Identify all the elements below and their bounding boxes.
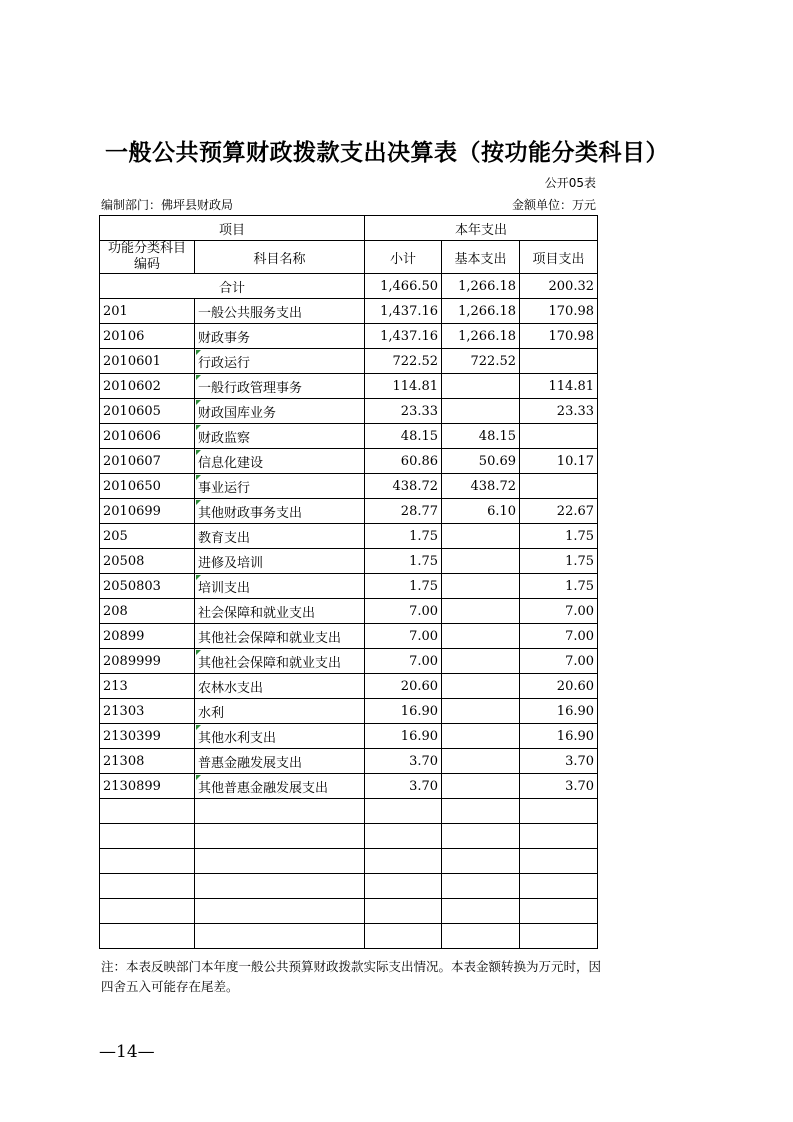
row-program: 10.17	[520, 449, 598, 474]
empty-cell	[195, 899, 365, 924]
row-subtotal: 3.70	[365, 774, 442, 799]
unit-label: 金额单位：万元	[511, 198, 596, 212]
row-subtotal: 1,437.16	[365, 324, 442, 349]
table-row	[100, 649, 598, 674]
row-program: 170.98	[520, 299, 598, 324]
empty-row	[100, 874, 598, 899]
row-basic	[442, 624, 520, 649]
total-program: 200.32	[520, 274, 598, 299]
empty-cell	[100, 824, 195, 849]
row-program	[520, 424, 598, 449]
table-row	[100, 424, 598, 449]
row-name: 财政监察	[195, 424, 365, 449]
empty-cell	[520, 824, 598, 849]
row-program: 16.90	[520, 724, 598, 749]
row-name: 一般行政管理事务	[195, 374, 365, 399]
empty-cell	[100, 874, 195, 899]
row-subtotal: 1,437.16	[365, 299, 442, 324]
row-basic	[442, 749, 520, 774]
empty-cell	[520, 874, 598, 899]
row-name: 行政运行	[195, 349, 365, 374]
row-code: 2130899	[100, 774, 195, 799]
empty-cell	[442, 874, 520, 899]
empty-cell	[195, 799, 365, 824]
row-program	[520, 474, 598, 499]
row-program	[520, 349, 598, 374]
row-subtotal: 438.72	[365, 474, 442, 499]
empty-cell	[195, 849, 365, 874]
row-name: 普惠金融发展支出	[195, 749, 365, 774]
row-subtotal: 16.90	[365, 724, 442, 749]
row-basic	[442, 599, 520, 624]
row-basic	[442, 674, 520, 699]
row-basic: 722.52	[442, 349, 520, 374]
row-subtotal: 3.70	[365, 749, 442, 774]
table-row	[100, 474, 598, 499]
total-label: 合计	[100, 274, 365, 299]
row-name: 其他社会保障和就业支出	[195, 649, 365, 674]
row-subtotal: 60.86	[365, 449, 442, 474]
row-basic	[442, 399, 520, 424]
row-basic	[442, 774, 520, 799]
empty-row	[100, 824, 598, 849]
row-basic	[442, 549, 520, 574]
total-row	[100, 274, 598, 299]
row-program: 170.98	[520, 324, 598, 349]
empty-cell	[365, 824, 442, 849]
empty-cell	[100, 899, 195, 924]
empty-cell	[100, 924, 195, 949]
table-row	[100, 324, 598, 349]
table-row	[100, 749, 598, 774]
row-subtotal: 7.00	[365, 624, 442, 649]
row-name: 一般公共服务支出	[195, 299, 365, 324]
row-code: 208	[100, 599, 195, 624]
header-basic: 基本支出	[442, 241, 520, 274]
row-code: 2010602	[100, 374, 195, 399]
table-row	[100, 399, 598, 424]
row-name: 其他财政事务支出	[195, 499, 365, 524]
row-code: 2050803	[100, 574, 195, 599]
row-code: 2010650	[100, 474, 195, 499]
empty-cell	[195, 824, 365, 849]
row-program: 7.00	[520, 624, 598, 649]
row-name: 财政国库业务	[195, 399, 365, 424]
row-program: 16.90	[520, 699, 598, 724]
row-name: 其他水利支出	[195, 724, 365, 749]
row-program: 20.60	[520, 674, 598, 699]
empty-cell	[520, 849, 598, 874]
row-subtotal: 20.60	[365, 674, 442, 699]
row-subtotal: 1.75	[365, 524, 442, 549]
empty-cell	[442, 924, 520, 949]
row-basic: 1,266.18	[442, 324, 520, 349]
row-subtotal: 722.52	[365, 349, 442, 374]
table-note: 注：本表反映部门本年度一般公共预算财政拨款实际支出情况。本表金额转换为万元时，因四舍五入可能存在尾差。	[101, 959, 602, 994]
page-number: —14—	[99, 1042, 155, 1062]
empty-cell	[442, 849, 520, 874]
table-row	[100, 449, 598, 474]
page-title: 一般公共预算财政拨款支出决算表（按功能分类科目）	[105, 140, 669, 166]
table-row	[100, 349, 598, 374]
row-code: 2010605	[100, 399, 195, 424]
row-subtotal: 48.15	[365, 424, 442, 449]
empty-cell	[195, 924, 365, 949]
header-current-year: 本年支出	[365, 216, 598, 241]
expenditure-table	[99, 215, 598, 949]
empty-row	[100, 924, 598, 949]
table-row	[100, 699, 598, 724]
header-name: 科目名称	[195, 241, 365, 274]
row-program: 1.75	[520, 574, 598, 599]
empty-row	[100, 899, 598, 924]
total-subtotal: 1,466.50	[365, 274, 442, 299]
row-name: 事业运行	[195, 474, 365, 499]
row-code: 2010699	[100, 499, 195, 524]
empty-cell	[365, 924, 442, 949]
table-row	[100, 624, 598, 649]
row-name: 其他社会保障和就业支出	[195, 624, 365, 649]
empty-cell	[520, 899, 598, 924]
empty-row	[100, 849, 598, 874]
row-program: 7.00	[520, 599, 598, 624]
row-basic	[442, 374, 520, 399]
row-code: 2010606	[100, 424, 195, 449]
empty-cell	[365, 799, 442, 824]
row-basic	[442, 724, 520, 749]
row-code: 20899	[100, 624, 195, 649]
row-basic: 438.72	[442, 474, 520, 499]
row-basic: 50.69	[442, 449, 520, 474]
row-program: 1.75	[520, 549, 598, 574]
row-subtotal: 16.90	[365, 699, 442, 724]
table-row	[100, 574, 598, 599]
row-code: 2010607	[100, 449, 195, 474]
row-subtotal: 7.00	[365, 649, 442, 674]
row-basic	[442, 524, 520, 549]
table-row	[100, 599, 598, 624]
row-program: 22.67	[520, 499, 598, 524]
row-name: 进修及培训	[195, 549, 365, 574]
empty-cell	[365, 874, 442, 899]
table-row	[100, 299, 598, 324]
table-row	[100, 549, 598, 574]
total-basic: 1,266.18	[442, 274, 520, 299]
table-row	[100, 374, 598, 399]
row-name: 教育支出	[195, 524, 365, 549]
header-program: 项目支出	[520, 241, 598, 274]
empty-cell	[442, 824, 520, 849]
row-basic	[442, 574, 520, 599]
row-program: 23.33	[520, 399, 598, 424]
empty-cell	[100, 849, 195, 874]
table-row	[100, 724, 598, 749]
table-code: 公开05表	[544, 176, 596, 190]
empty-cell	[520, 799, 598, 824]
row-name: 农林水支出	[195, 674, 365, 699]
row-code: 201	[100, 299, 195, 324]
row-program: 3.70	[520, 774, 598, 799]
row-name: 水利	[195, 699, 365, 724]
row-program: 1.75	[520, 524, 598, 549]
row-subtotal: 1.75	[365, 574, 442, 599]
row-code: 21303	[100, 699, 195, 724]
row-code: 21308	[100, 749, 195, 774]
table-row	[100, 774, 598, 799]
empty-cell	[100, 799, 195, 824]
row-name: 财政事务	[195, 324, 365, 349]
row-code: 20508	[100, 549, 195, 574]
table-row	[100, 499, 598, 524]
row-program: 114.81	[520, 374, 598, 399]
row-subtotal: 114.81	[365, 374, 442, 399]
empty-cell	[520, 924, 598, 949]
row-name: 社会保障和就业支出	[195, 599, 365, 624]
department-label: 编制部门：佛坪县财政局	[101, 198, 234, 212]
table-row	[100, 524, 598, 549]
row-subtotal: 1.75	[365, 549, 442, 574]
empty-cell	[442, 899, 520, 924]
row-basic: 1,266.18	[442, 299, 520, 324]
header-subtotal: 小计	[365, 241, 442, 274]
row-code: 2089999	[100, 649, 195, 674]
row-code: 205	[100, 524, 195, 549]
row-code: 20106	[100, 324, 195, 349]
row-basic	[442, 649, 520, 674]
row-name: 信息化建设	[195, 449, 365, 474]
empty-cell	[442, 799, 520, 824]
row-name: 其他普惠金融发展支出	[195, 774, 365, 799]
row-subtotal: 23.33	[365, 399, 442, 424]
row-basic	[442, 699, 520, 724]
row-code: 213	[100, 674, 195, 699]
row-basic: 48.15	[442, 424, 520, 449]
empty-cell	[365, 849, 442, 874]
header-project: 项目	[100, 216, 365, 241]
row-subtotal: 28.77	[365, 499, 442, 524]
table-row	[100, 674, 598, 699]
header-code: 功能分类科目编码	[100, 241, 195, 274]
row-program: 7.00	[520, 649, 598, 674]
row-code: 2010601	[100, 349, 195, 374]
empty-cell	[195, 874, 365, 899]
row-subtotal: 7.00	[365, 599, 442, 624]
row-basic: 6.10	[442, 499, 520, 524]
empty-row	[100, 799, 598, 824]
row-code: 2130399	[100, 724, 195, 749]
row-name: 培训支出	[195, 574, 365, 599]
row-program: 3.70	[520, 749, 598, 774]
empty-cell	[365, 899, 442, 924]
